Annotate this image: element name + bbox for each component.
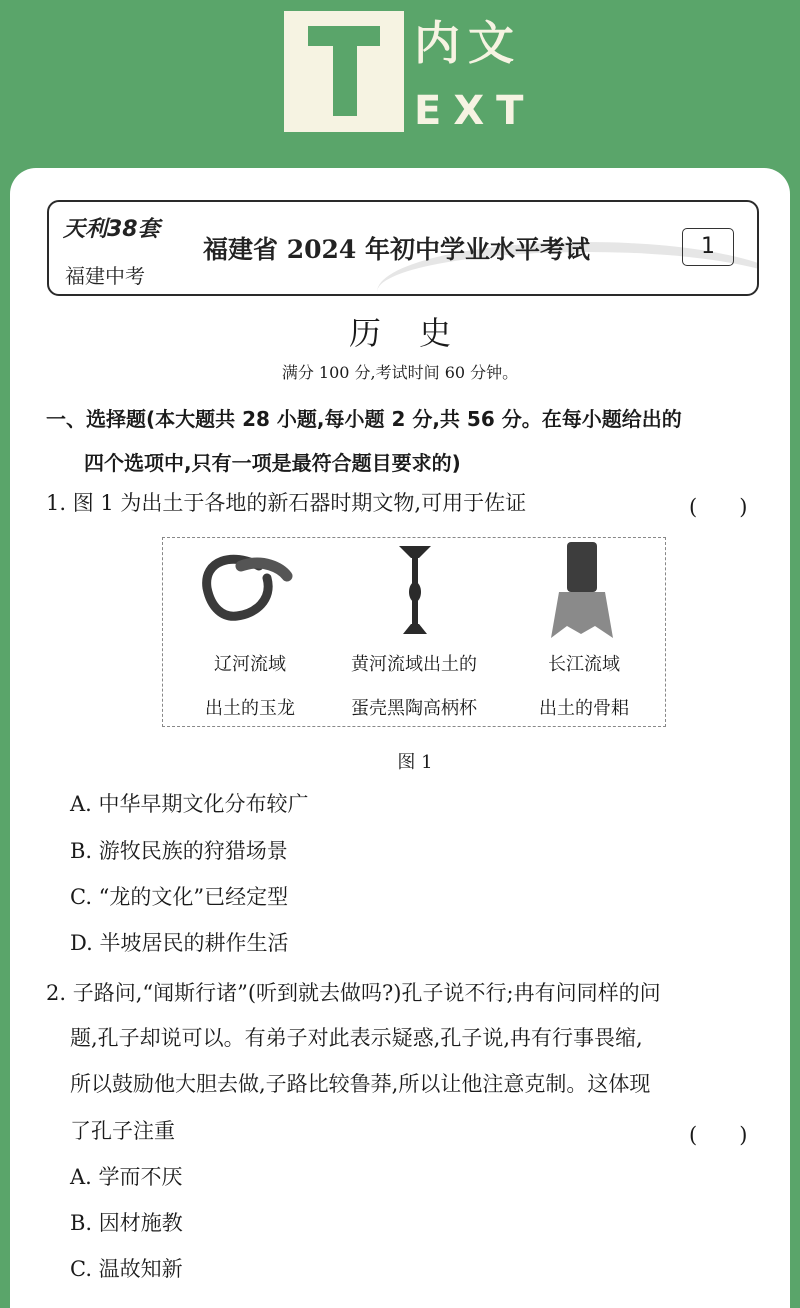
fig-caption-1-line-1: 辽河流域 [214, 654, 286, 675]
subject-title: 历史 [348, 314, 489, 352]
fig-caption-2-line-2: 蛋壳黑陶高柄杯 [351, 698, 477, 719]
score-note: 满分 100 分,考试时间 60 分钟。 [281, 363, 519, 382]
q1-option-b: B. 游牧民族的狩猎场景 [70, 839, 288, 863]
q2-option-b: B. 因材施教 [70, 1211, 183, 1235]
logo-t-stem [333, 46, 357, 116]
q2-stem-line-3: 所以鼓励他大胆去做,子路比较鲁莽,所以让他注意克制。这体现 [70, 1072, 651, 1096]
q2-stem-line-2: 题,孔子却说可以。有弟子对此表示疑惑,孔子说,冉有行事畏缩, [70, 1026, 643, 1050]
q2-option-a: A. 学而不厌 [70, 1165, 183, 1189]
exam-header [47, 200, 759, 296]
fig-caption-2-line-1: 黄河流域出土的 [351, 654, 477, 675]
bone-spade-image [551, 542, 613, 638]
top-banner [0, 0, 800, 170]
q2-answer-paren: ( ) [689, 1123, 748, 1147]
figure-1-frame [162, 537, 666, 727]
fig-caption-3-line-2: 出土的骨耜 [539, 698, 629, 719]
fig-caption-1-line-2: 出土的玉龙 [205, 698, 295, 719]
exam-title: 福建省 2024 年初中学业水平考试 [203, 235, 590, 264]
q1-answer-paren: ( ) [689, 495, 748, 519]
q1-option-a: A. 中华早期文化分布较广 [70, 792, 309, 816]
q1-stem: 1. 图 1 为出土于各地的新石器时期文物,可用于佐证 [46, 491, 527, 515]
brand-subtitle: 福建中考 [65, 264, 145, 288]
q1-option-d: D. 半坡居民的耕作生活 [70, 931, 289, 955]
q2-stem-line-1: 2. 子路问,“闻斯行诸”(听到就去做吗?)孔子说不行;冉有问同样的问 [46, 981, 661, 1005]
section-heading [46, 397, 776, 485]
exam-number-badge: 1 [682, 228, 734, 266]
section-heading-line-1: 一、选择题(本大题共 28 小题,每小题 2 分,共 56 分。在每小题给出的 [46, 407, 682, 431]
brand-logo-text: 天利38套 [63, 217, 160, 242]
banner-title-cn: 内文 [414, 16, 522, 70]
eggshell-pottery-cup-image [399, 546, 431, 634]
figure-1-label: 图 1 [397, 752, 433, 773]
banner-title-en: EXT [414, 88, 536, 134]
jade-dragon-image [207, 559, 287, 616]
section-heading-line-2: 四个选项中,只有一项是最符合题目要求的) [84, 451, 461, 475]
q1-option-c: C. “龙的文化”已经定型 [70, 885, 289, 909]
q2-option-c: C. 温故知新 [70, 1257, 183, 1281]
logo-t-bar [308, 26, 380, 46]
fig-caption-3-line-1: 长江流域 [548, 654, 620, 675]
q2-stem-line-4: 了孔子注重 [70, 1119, 175, 1143]
